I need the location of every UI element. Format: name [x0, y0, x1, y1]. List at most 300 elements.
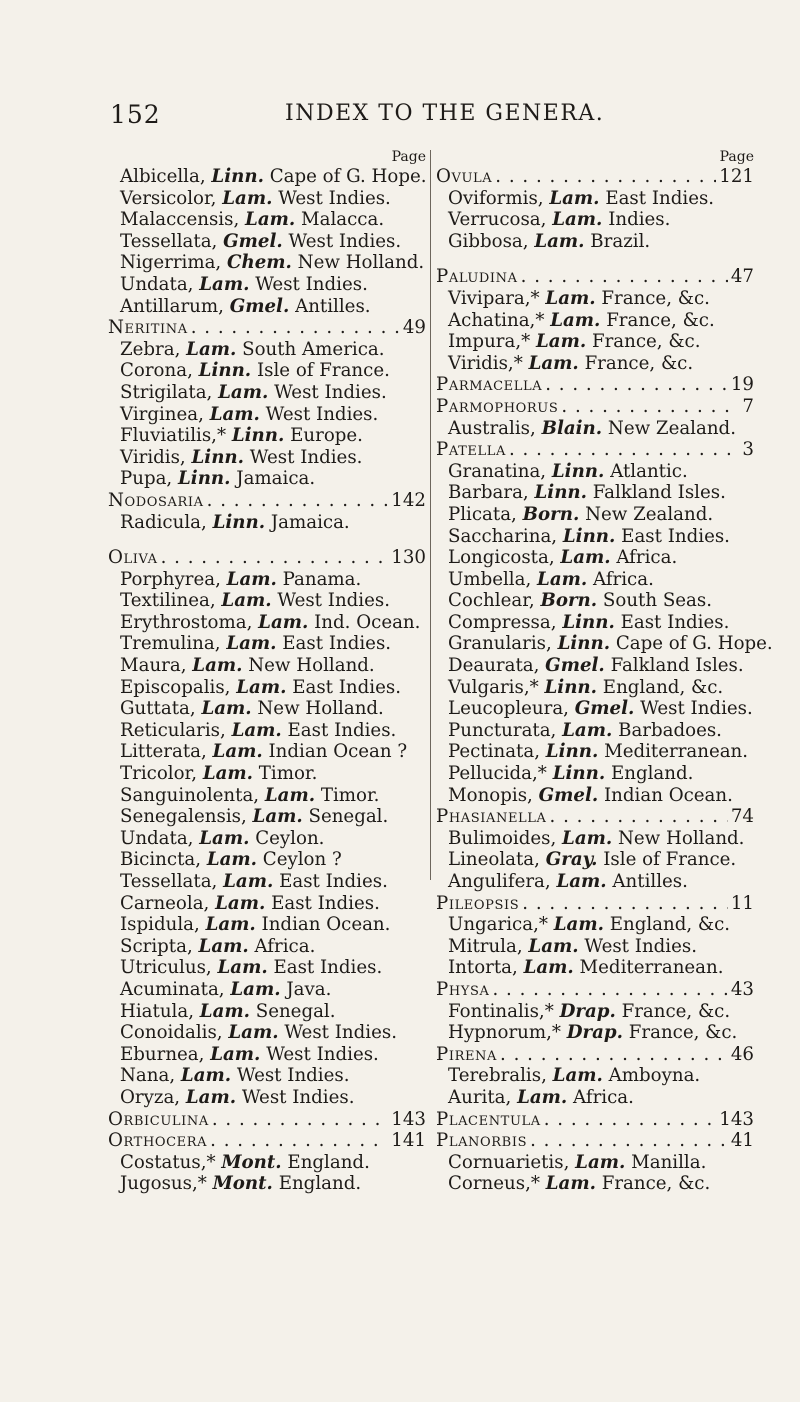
species-name: Lineolata,: [448, 849, 540, 871]
locality: West Indies.: [584, 935, 697, 957]
species-name: Tricolor,: [120, 763, 198, 785]
author-abbrev: Lam.: [186, 338, 237, 360]
locality: West Indies.: [288, 230, 402, 252]
locality: East Indies.: [279, 871, 388, 892]
species-entry: [436, 677, 754, 699]
author-abbrev: Lam.: [192, 655, 243, 677]
species-name: Ungarica,*: [448, 914, 548, 936]
species-name: Undata,: [120, 273, 194, 295]
locality: England.: [610, 763, 694, 785]
species-entry: [436, 849, 754, 871]
species-name: Terebralis,: [448, 1065, 547, 1087]
author-abbrev: Lam.: [560, 547, 611, 569]
author-abbrev: Lam.: [231, 719, 282, 741]
locality: New Holland.: [297, 252, 425, 274]
species-name: Bulimoides,: [448, 827, 557, 849]
author-abbrev: Lam.: [545, 1173, 596, 1195]
author-abbrev: Linn.: [211, 166, 264, 187]
page-header: [110, 100, 740, 140]
species-entry: [436, 871, 754, 893]
genus-name: Orbiculina: [108, 1108, 209, 1130]
species-name: Achatina,*: [448, 309, 545, 331]
locality: West Indies.: [274, 381, 387, 403]
species-entry: [108, 914, 426, 936]
locality: Indian Ocean ?: [268, 741, 408, 763]
locality: Indian Ocean.: [604, 784, 733, 806]
locality: Java.: [286, 978, 332, 1000]
species-name: Vivipara,*: [448, 287, 540, 309]
locality: Timor.: [258, 763, 318, 785]
genus-heading: [436, 1109, 754, 1131]
locality: France, &c.: [601, 1173, 711, 1195]
species-entry: [436, 353, 754, 375]
locality: Malacca.: [301, 209, 385, 231]
dot-leader: [210, 1130, 388, 1152]
locality: England, &c.: [602, 676, 724, 698]
species-entry: [108, 849, 426, 871]
author-abbrev: Lam.: [536, 331, 587, 353]
author-abbrev: Lam.: [575, 1151, 626, 1173]
species-name: Monopis,: [448, 784, 533, 806]
author-abbrev: Lam.: [185, 1086, 237, 1108]
species-entry: [108, 633, 426, 655]
genus-page-number: 121: [719, 166, 754, 187]
species-name: Acuminata,: [120, 978, 225, 1000]
species-entry: [436, 957, 754, 979]
author-abbrev: Linn.: [534, 482, 587, 504]
locality: Mediterranean.: [604, 741, 749, 763]
author-abbrev: Lam.: [562, 719, 613, 741]
left-column: [108, 148, 426, 1195]
author-abbrev: Gray.: [545, 849, 598, 871]
species-entry: [108, 1065, 426, 1087]
locality: France, &c.: [584, 352, 694, 374]
species-name: Oryza,: [120, 1086, 181, 1108]
species-entry: [108, 893, 426, 915]
species-entry: [108, 871, 426, 893]
species-entry: [108, 188, 426, 210]
author-abbrev: Lam.: [202, 763, 253, 785]
right-column: [436, 148, 773, 1195]
locality: Antilles.: [612, 871, 688, 892]
species-name: Saccharina,: [448, 525, 558, 547]
species-name: Albicella,: [120, 166, 206, 187]
species-entry: [108, 569, 426, 591]
author-abbrev: Lam.: [264, 784, 316, 806]
author-abbrev: Lam.: [199, 827, 250, 849]
locality: South Seas.: [602, 590, 713, 612]
species-name: Jugosus,*: [120, 1173, 207, 1195]
species-entry: [108, 828, 426, 850]
species-name: Puncturata,: [448, 719, 557, 741]
locality: West Indies.: [249, 446, 363, 468]
locality: West Indies.: [236, 1065, 350, 1087]
species-entry: [436, 590, 754, 612]
genus-name: Nodosaria: [108, 489, 204, 511]
author-abbrev: Gmel.: [538, 784, 599, 806]
species-entry: [108, 404, 426, 426]
locality: Indian Ocean.: [261, 914, 391, 936]
locality: New Zealand.: [585, 503, 714, 525]
locality: West Indies.: [277, 590, 390, 612]
locality: France, &c.: [606, 309, 715, 331]
species-entry: [436, 482, 754, 504]
species-name: Australis,: [448, 417, 536, 439]
species-name: Oviformis,: [448, 187, 544, 209]
genus-heading: [436, 979, 754, 1001]
species-entry: [436, 1001, 754, 1023]
species-name: Scripta,: [120, 935, 193, 957]
dot-leader: [191, 317, 400, 339]
species-name: Umbella,: [448, 568, 532, 590]
species-entry: [108, 612, 426, 634]
genus-heading: [436, 806, 754, 828]
species-name: Intorta,: [448, 957, 518, 979]
genus-page-number: 143: [391, 1108, 426, 1130]
author-abbrev: Linn.: [552, 763, 606, 785]
author-abbrev: Lam.: [528, 352, 579, 374]
species-entry: [436, 785, 754, 807]
species-name: Barbara,: [448, 482, 529, 504]
species-entry: [108, 936, 426, 958]
locality: East Indies.: [605, 187, 715, 209]
dot-leader: [530, 1130, 728, 1152]
genus-heading: [436, 374, 754, 396]
locality: England, &c.: [609, 914, 731, 936]
locality: Timor.: [320, 784, 380, 806]
genus-name: Planorbis: [436, 1130, 528, 1152]
species-entry: [436, 936, 754, 958]
locality: Indies.: [608, 209, 671, 231]
species-name: Tessellata,: [120, 871, 218, 892]
author-abbrev: Blain.: [541, 417, 603, 439]
author-abbrev: Lam.: [517, 1086, 568, 1108]
author-abbrev: Lam.: [523, 957, 574, 979]
author-abbrev: Lam.: [226, 633, 277, 655]
running-title: INDEX TO THE GENERA.: [285, 101, 605, 126]
species-entry: [436, 698, 754, 720]
species-name: Viridis,*: [448, 352, 523, 374]
species-name: Antillarum,: [120, 295, 224, 317]
species-name: Pupa,: [120, 468, 173, 490]
species-name: Nigerrima,: [120, 252, 222, 274]
author-abbrev: Lam.: [258, 611, 309, 633]
species-entry: [436, 1065, 754, 1087]
page-column-label: Page: [391, 149, 426, 165]
dot-leader: [492, 979, 727, 1001]
genus-name: Patella: [436, 439, 506, 461]
species-name: Sanguinolenta,: [120, 784, 260, 806]
species-name: Pellucida,*: [448, 763, 547, 785]
genus-page-number: 19: [730, 374, 754, 396]
species-entry: [108, 274, 426, 296]
author-abbrev: Lam.: [221, 590, 272, 612]
species-entry: [436, 1022, 754, 1044]
species-name: Utriculus,: [120, 957, 212, 979]
locality: West Indies.: [266, 1043, 379, 1065]
author-abbrev: Lam.: [549, 187, 600, 209]
species-name: Hiatula,: [120, 1000, 194, 1022]
locality: Senegal.: [255, 1000, 336, 1022]
genus-heading: [436, 1044, 754, 1066]
locality: East Indies.: [273, 957, 383, 979]
genus-name: Neritina: [108, 317, 188, 339]
species-name: Compressa,: [448, 611, 557, 633]
species-entry: [436, 569, 754, 591]
genus-heading: [108, 317, 426, 339]
author-abbrev: Born.: [540, 590, 598, 612]
species-name: Cochlear,: [448, 590, 535, 612]
species-entry: [436, 633, 773, 655]
locality: New Holland.: [248, 655, 375, 677]
locality: East Indies.: [287, 719, 397, 741]
author-abbrev: Lam.: [209, 403, 260, 425]
species-name: Tessellata,: [120, 230, 218, 252]
species-name: Textilinea,: [120, 590, 216, 612]
species-name: Mitrula,: [448, 935, 523, 957]
genus-heading: [436, 439, 754, 461]
species-entry: [108, 447, 426, 469]
species-name: Porphyrea,: [120, 568, 221, 590]
species-entry: [108, 512, 426, 534]
genus-heading: [108, 490, 426, 512]
locality: East Indies.: [621, 525, 730, 547]
locality: West Indies.: [640, 698, 753, 720]
locality: South America.: [242, 338, 385, 360]
species-entry: [108, 252, 426, 274]
locality: Ind. Ocean.: [314, 611, 421, 633]
author-abbrev: Lam.: [223, 871, 274, 892]
locality: Amboyna.: [608, 1065, 701, 1087]
genus-name: Parmophorus: [436, 395, 559, 417]
genus-page-number: 11: [730, 892, 754, 914]
dot-leader: [212, 1109, 388, 1131]
locality: Cape of G. Hope.: [269, 166, 427, 187]
genus-page-number: 43: [730, 978, 754, 1000]
species-name: Nana,: [120, 1065, 176, 1087]
locality: Panama.: [282, 568, 362, 590]
dot-leader: [521, 266, 728, 288]
genus-name: Oliva: [108, 547, 158, 569]
species-entry: [436, 612, 754, 634]
species-name: Longicosta,: [448, 547, 555, 569]
species-entry: [108, 806, 426, 828]
species-entry: [436, 1152, 754, 1174]
column-divider: [430, 150, 431, 880]
species-name: Deaurata,: [448, 655, 540, 677]
author-abbrev: Linn.: [178, 468, 231, 490]
species-entry: [108, 957, 426, 979]
author-abbrev: Gmel.: [229, 295, 290, 317]
locality: Ceylon.: [255, 827, 325, 849]
locality: Europe.: [290, 425, 363, 447]
genus-page-number: 141: [391, 1130, 426, 1152]
locality: Ceylon ?: [262, 849, 342, 871]
genus-name: Pirena: [436, 1043, 498, 1065]
author-abbrev: Linn.: [545, 741, 599, 763]
author-abbrev: Linn.: [562, 611, 615, 633]
genus-page-number: 7: [742, 395, 754, 417]
species-name: Eburnea,: [120, 1043, 205, 1065]
species-entry: [436, 1173, 754, 1195]
species-entry: [108, 741, 426, 763]
locality: West Indies.: [255, 273, 368, 295]
author-abbrev: Linn.: [198, 360, 252, 382]
species-entry: [108, 1152, 426, 1174]
author-abbrev: Lam.: [198, 935, 249, 957]
species-name: Litterata,: [120, 741, 207, 763]
species-entry: [108, 677, 426, 699]
author-abbrev: Lam.: [537, 568, 588, 590]
genus-heading: [436, 166, 754, 188]
locality: Africa.: [616, 547, 678, 569]
species-entry: [436, 231, 754, 253]
species-entry: [108, 1022, 426, 1044]
species-entry: [436, 209, 754, 231]
genus-name: Placentula: [436, 1108, 541, 1130]
species-entry: [108, 979, 426, 1001]
author-abbrev: Linn.: [544, 676, 597, 698]
species-entry: [108, 785, 426, 807]
species-entry: [108, 231, 426, 253]
species-name: Plicata,: [448, 503, 517, 525]
locality: Africa.: [593, 568, 654, 590]
author-abbrev: Lam.: [552, 1065, 603, 1087]
species-entry: [436, 526, 754, 548]
species-name: Viridis,: [120, 446, 186, 468]
species-name: Radicula,: [120, 511, 207, 533]
species-entry: [436, 741, 754, 763]
species-entry: [108, 763, 426, 785]
section-gap: [108, 533, 426, 547]
author-abbrev: Lam.: [528, 935, 579, 957]
author-abbrev: Drap.: [559, 1000, 616, 1022]
author-abbrev: Lam.: [228, 1022, 279, 1044]
locality: Cape of G. Hope.: [615, 633, 773, 655]
genus-name: Pileopsis: [436, 892, 520, 914]
locality: England.: [287, 1151, 370, 1173]
locality: Africa.: [254, 935, 316, 957]
locality: West Indies.: [265, 403, 379, 425]
author-abbrev: Lam.: [199, 1000, 250, 1022]
species-entry: [436, 720, 754, 742]
locality: England.: [278, 1173, 362, 1195]
dot-leader: [509, 439, 739, 461]
genus-name: Paludina: [436, 266, 518, 288]
locality: Jamaica.: [270, 511, 350, 533]
species-entry: [436, 547, 754, 569]
genus-heading: [436, 396, 754, 418]
species-entry: [108, 382, 426, 404]
genus-heading: [108, 1109, 426, 1131]
locality: East Indies.: [282, 633, 392, 655]
species-name: Leucopleura,: [448, 698, 569, 720]
author-abbrev: Lam.: [212, 741, 263, 763]
author-abbrev: Lam.: [556, 871, 607, 892]
species-name: Carneola,: [120, 892, 210, 914]
species-name: Episcopalis,: [120, 676, 231, 698]
species-entry: [436, 288, 754, 310]
species-entry: [436, 655, 754, 677]
species-name: Fontinalis,*: [448, 1000, 554, 1022]
author-abbrev: Gmel.: [223, 230, 283, 252]
species-name: Impura,*: [448, 331, 531, 353]
author-abbrev: Chem.: [227, 252, 292, 274]
species-name: Angulifera,: [448, 871, 551, 892]
species-name: Aurita,: [448, 1086, 512, 1108]
species-entry: [108, 655, 426, 677]
genus-page-number: 3: [742, 439, 754, 461]
locality: East Indies.: [271, 892, 380, 914]
species-entry: [436, 763, 754, 785]
species-name: Malaccensis,: [120, 209, 240, 231]
species-name: Maura,: [120, 655, 187, 677]
species-entry: [108, 425, 426, 447]
species-entry: [108, 339, 426, 361]
species-entry: [108, 698, 426, 720]
species-name: Vulgaris,*: [448, 676, 539, 698]
locality: France, &c.: [628, 1022, 738, 1044]
genus-heading: [108, 1130, 426, 1152]
species-entry: [108, 720, 426, 742]
author-abbrev: Drap.: [566, 1022, 623, 1044]
species-name: Conoidalis,: [120, 1022, 223, 1044]
species-entry: [436, 914, 754, 936]
locality: Mediterranean.: [579, 957, 724, 979]
author-abbrev: Lam.: [218, 381, 269, 403]
author-abbrev: Linn.: [557, 633, 611, 655]
locality: Barbadoes.: [618, 719, 722, 741]
locality: West Indies.: [278, 187, 391, 209]
species-name: Tremulina,: [120, 633, 221, 655]
author-abbrev: Lam.: [550, 309, 601, 331]
genus-heading: [436, 1130, 754, 1152]
species-entry: [108, 166, 426, 188]
author-abbrev: Lam.: [206, 849, 257, 871]
genus-page-number: 47: [730, 266, 754, 288]
author-abbrev: Lam.: [545, 287, 596, 309]
locality: Atlantic.: [610, 460, 688, 482]
author-abbrev: Gmel.: [545, 655, 605, 677]
species-name: Verrucosa,: [448, 209, 547, 231]
locality: West Indies.: [241, 1086, 355, 1108]
species-name: Granatina,: [448, 460, 547, 482]
species-entry: [108, 468, 426, 490]
species-name: Undata,: [120, 827, 194, 849]
species-name: Pectinata,: [448, 741, 540, 763]
author-abbrev: Lam.: [230, 978, 281, 1000]
species-name: Corona,: [120, 360, 193, 382]
locality: West Indies.: [284, 1022, 397, 1044]
genus-page-number: 130: [391, 547, 426, 569]
locality: New Holland.: [257, 698, 384, 720]
genus-name: Parmacella: [436, 374, 543, 396]
author-abbrev: Mont.: [212, 1173, 273, 1195]
author-abbrev: Lam.: [226, 568, 277, 590]
species-entry: [108, 590, 426, 612]
author-abbrev: Linn.: [562, 525, 616, 547]
dot-leader: [550, 806, 728, 828]
author-abbrev: Lam.: [215, 892, 266, 914]
page-column-label: Page: [719, 149, 754, 165]
dot-leader: [207, 490, 389, 512]
locality: Africa.: [573, 1086, 634, 1108]
genus-page-number: 142: [391, 489, 426, 511]
species-name: Gibbosa,: [448, 230, 529, 252]
species-entry: [108, 360, 426, 382]
locality: Falkland Isles.: [610, 655, 744, 677]
genus-page-number: 143: [719, 1108, 754, 1130]
